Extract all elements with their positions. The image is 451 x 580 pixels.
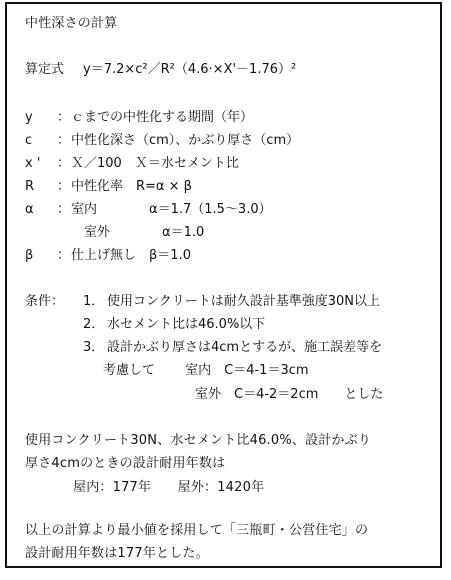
definition-separator: ： — [57, 110, 71, 125]
definition-separator: ： — [57, 179, 71, 194]
condition-text: 水セメント比は46.0%以下 — [107, 317, 266, 332]
definition-text: 中性化深さ（cm）、かぶり厚さ（cm） — [71, 133, 300, 148]
definition-text: 中性化率 R=α × β — [71, 179, 192, 194]
condition-number: 3． — [83, 340, 105, 355]
conditions-label: 条件： — [25, 294, 65, 309]
condition-number: 1． — [83, 294, 105, 309]
definition-text: ｃまでの中性化する期間（年） — [71, 110, 254, 125]
definition-text: 仕上げ無し β＝1.0 — [71, 248, 191, 263]
document-frame — [5, 2, 442, 568]
condition-text: 設計かぶり厚さは4cmとするが、施工誤差等を — [107, 340, 383, 355]
formula-label: 算定式 — [25, 62, 65, 77]
definition-separator: ： — [57, 156, 71, 171]
definition-symbol: α — [25, 202, 34, 217]
definition-text: Ｘ／100 Ｘ＝水セメント比 — [71, 156, 239, 171]
result-text: 厚さ4cmのときの設計耐用年数は — [25, 456, 226, 471]
condition-continuation: 室外 C＝4-2＝2cm とした — [195, 387, 384, 402]
result-values: 屋内：177年 屋外：1420年 — [73, 480, 265, 495]
document-title: 中性深さの計算 — [25, 16, 118, 31]
definition-symbol: β — [25, 248, 34, 263]
definition-separator: ： — [57, 248, 71, 263]
formula-expression: y＝7.2×c²／R²（4.6·×X'－1.76）² — [83, 62, 297, 77]
conclusion-text: 設計耐用年数は177年とした。 — [25, 546, 209, 561]
definition-separator: ： — [57, 202, 71, 217]
condition-continuation: 考慮して 室内 C＝4-1＝3cm — [103, 363, 309, 378]
condition-text: 使用コンクリートは耐久設計基準強度30N以上 — [107, 294, 381, 309]
definition-symbol: x ' — [25, 156, 41, 171]
definition-symbol: R — [25, 179, 35, 194]
conclusion-text: 以上の計算より最小値を採用して「三瓶町・公営住宅」の — [25, 523, 369, 538]
definition-symbol: c — [25, 133, 33, 148]
definition-separator: ： — [57, 133, 71, 148]
definition-text: 室外 α＝1.0 — [71, 225, 205, 240]
condition-number: 2． — [83, 317, 105, 332]
definition-symbol: y — [25, 110, 33, 125]
result-text: 使用コンクリート30N、水セメント比46.0%、設計かぶり — [25, 433, 372, 448]
definition-text: 室内 α＝1.7（1.5～3.0） — [71, 202, 272, 217]
